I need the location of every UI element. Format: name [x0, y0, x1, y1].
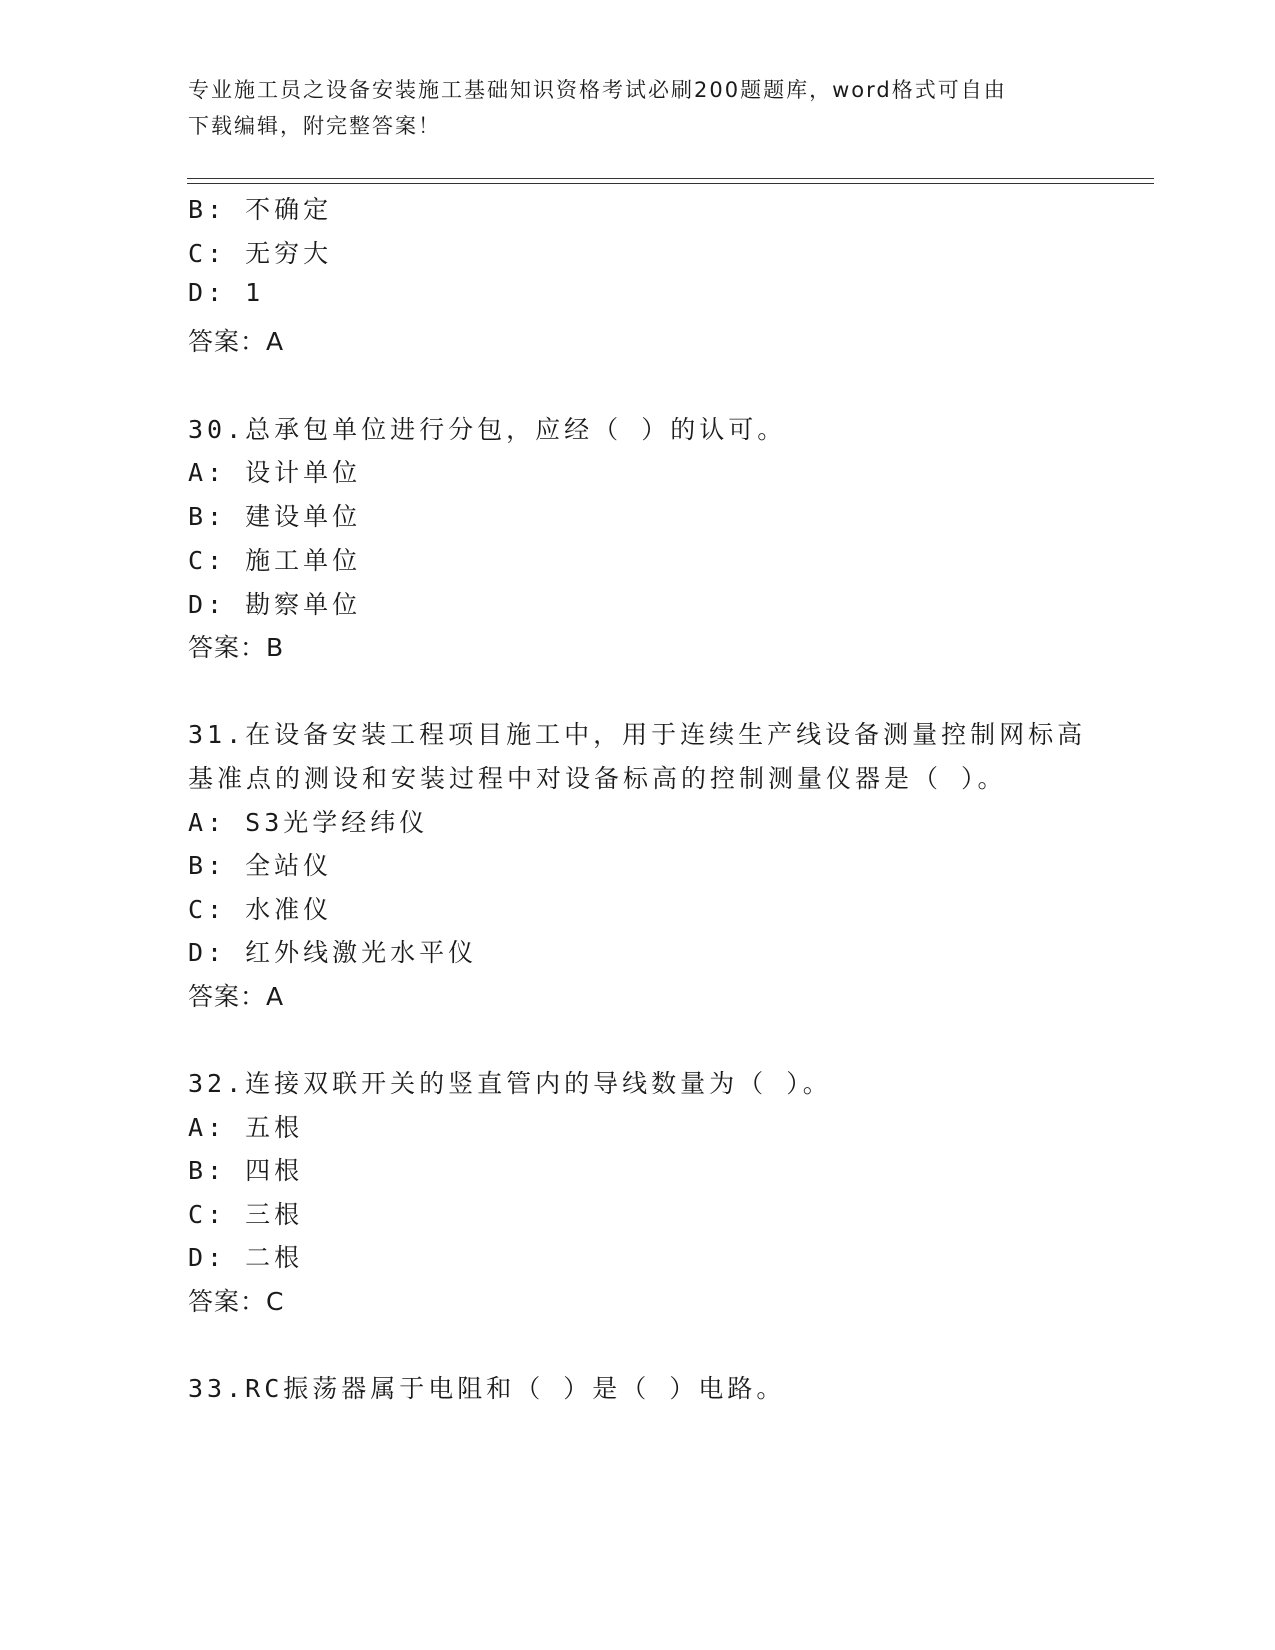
q30-option-a: A: 设计单位	[188, 458, 362, 487]
q31-option-a: A: S3光学经纬仪	[188, 808, 429, 837]
q31-stem-line-1: 31.在设备安装工程项目施工中，用于连续生产线设备测量控制网标高	[188, 720, 1087, 749]
header-title-line-2: 下载编辑，附完整答案！	[188, 114, 441, 138]
q30-stem: 30.总承包单位进行分包，应经（ ）的认可。	[188, 415, 787, 444]
q29-option-d: D: 1	[188, 278, 265, 307]
q29-option-c: C: 无穷大	[188, 239, 333, 268]
q32-answer: 答案：C	[188, 1287, 285, 1316]
q33-stem: 33.RC振荡器属于电阻和（ ）是（ ）电路。	[188, 1374, 786, 1403]
q32-option-c: C: 三根	[188, 1200, 304, 1229]
header-divider-top	[187, 178, 1154, 179]
q29-option-b: B: 不确定	[188, 195, 333, 224]
q31-option-c: C: 水准仪	[188, 895, 333, 924]
q32-stem: 32.连接双联开关的竖直管内的导线数量为（ ）。	[188, 1069, 832, 1098]
q29-answer: 答案：A	[188, 327, 285, 356]
q30-option-b: B: 建设单位	[188, 502, 362, 531]
q31-option-d: D: 红外线激光水平仪	[188, 938, 478, 967]
q32-option-a: A: 五根	[188, 1113, 304, 1142]
q30-option-c: C: 施工单位	[188, 546, 362, 575]
q31-answer: 答案：A	[188, 982, 285, 1011]
q31-option-b: B: 全站仪	[188, 851, 333, 880]
q32-option-d: D: 二根	[188, 1243, 304, 1272]
q30-answer: 答案：B	[188, 633, 285, 662]
header-title-line-1: 专业施工员之设备安装施工基础知识资格考试必刷200题题库，word格式可自由	[188, 78, 1007, 102]
q31-stem-line-2: 基准点的测设和安装过程中对设备标高的控制测量仪器是（ ）。	[188, 764, 1007, 793]
document-header	[188, 72, 1068, 144]
header-divider-bottom	[187, 183, 1154, 184]
q30-option-d: D: 勘察单位	[188, 590, 362, 619]
q32-option-b: B: 四根	[188, 1156, 304, 1185]
